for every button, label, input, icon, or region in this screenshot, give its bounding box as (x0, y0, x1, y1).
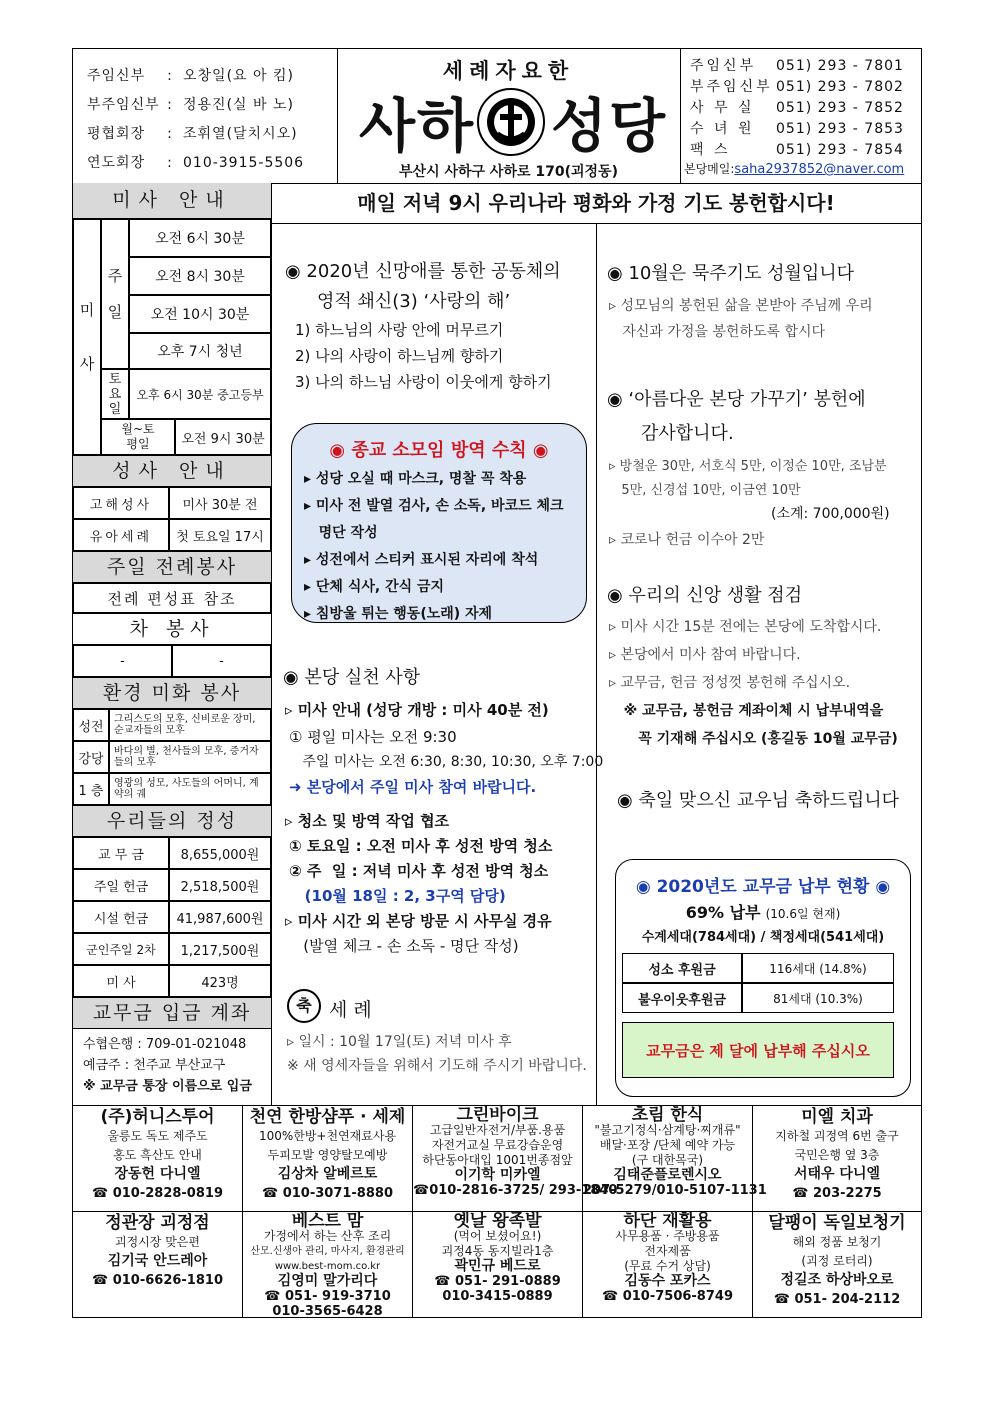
ad-description: 산모.신생아 관리, 마사지, 환경관리 (250, 1246, 405, 1257)
support-value: 116세대 (14.8%) (742, 953, 894, 983)
celebration-icon: 축 (287, 989, 321, 1023)
ad-phone: ☎ 051- 204-2112 (773, 1292, 901, 1307)
ad-description: 해외 정품 보청기 (792, 1235, 882, 1249)
ad-description: 국민은행 옆 3층 (794, 1148, 880, 1162)
ad-description: 홍도 흑산도 안내 (113, 1148, 202, 1162)
offering-amount: 8,655,000원 (169, 837, 271, 869)
offering-label: 교 무 금 (73, 837, 169, 869)
ad-business-name: 정관장 괴정점 (105, 1213, 210, 1233)
patron-subtitle: 세례자요한 (442, 59, 575, 83)
ad-description: 괴정4동 동지빌라1층 (441, 1244, 554, 1258)
ad-card (73, 1212, 243, 1318)
ad-card (753, 1106, 921, 1212)
sidebar (73, 183, 272, 1105)
header-title (337, 49, 681, 183)
saturday-mass-time: 오후 6시 30분 중고등부 (129, 369, 271, 419)
confession-label: 고해성사 (73, 487, 169, 519)
ad-business-name: 베스트 맘 (291, 1211, 364, 1231)
ad-card (413, 1212, 583, 1318)
donation-thanks-title: ◉ ‘아름다운 본당 가꾸기’ 봉헌에 (607, 389, 866, 410)
faith-check-line: ▹ 교무금, 헌금 정성껏 봉헌해 주십시오. (609, 675, 851, 691)
ad-description: 가정에서 하는 산후 조리 (263, 1229, 392, 1243)
ad-description: 자전거교실 무료강습운영 (431, 1138, 564, 1152)
infant-baptism-value: 첫 토요일 17시 (169, 519, 271, 551)
ad-phone: ☎ 203-2275 (792, 1186, 882, 1201)
ad-phone: ☎ 010-2828-0819 (91, 1186, 223, 1201)
ad-phone: ☎ 010-7506-8749 (601, 1289, 733, 1304)
ad-description: 울릉도 독도 제주도 (107, 1129, 208, 1143)
faith-check-line: 꼭 기재해 주십시오 (홍길동 10월 교무금) (609, 731, 898, 747)
rule-item: ▸ 단체 식사, 간식 금지 (304, 579, 445, 595)
practice-line: (발열 체크 - 손 소독 - 명단 작성) (289, 937, 519, 955)
tithe-rate-row (616, 900, 910, 923)
offering-label: 시설 헌금 (73, 901, 169, 933)
rosary-line: ▹ 성모님의 봉헌된 삶을 본받아 주님께 우리 (609, 298, 873, 314)
offering-amount: 1,217,500원 (169, 933, 271, 965)
ad-business-name: 그린바이크 (456, 1105, 539, 1125)
ad-phone: ☎ 051- 291-0889 (434, 1274, 561, 1289)
sunday-label: 주 일 (101, 219, 129, 369)
practice-line: ② 주 일 : 저녁 미사 후 성전 방역 청소 (289, 862, 549, 880)
ad-business-name: (주)허니스투어 (100, 1107, 215, 1127)
practice-line: ▹ 미사 시간 외 본당 방문 시 사무실 경유 (285, 912, 552, 930)
baptism-line: ※ 새 영세자들을 위해서 기도해 주시기 바랍니다. (287, 1058, 587, 1074)
ad-description: 사무용품 · 주방용품 (615, 1229, 720, 1243)
ad-card (753, 1212, 921, 1318)
env-groups: 영광의 성모, 사도들의 어머니, 계약의 궤 (109, 773, 271, 805)
renewal-item: 1) 하느님의 사랑 안에 머무르기 (295, 321, 504, 339)
rule-item: ▸ 성전에서 스티커 표시된 자리에 착석 (304, 552, 539, 568)
tithe-rate: 69% 납부 (685, 903, 761, 922)
ad-card (413, 1105, 618, 1212)
donor-line: 5만, 신경섭 10만, 이금연 10만 (609, 483, 801, 498)
faith-check-line: ▹ 미사 시간 15분 전에는 본당에 도착합시다. (609, 619, 882, 635)
env-service-title: 환경 미화 봉사 (73, 677, 271, 709)
support-value: 81세대 (10.3%) (742, 983, 894, 1013)
mass-label: 미 사 (73, 219, 101, 455)
ad-description: 두피모발 영양탈모예방 (267, 1148, 388, 1162)
ad-owner: 서태우 다니엘 (793, 1166, 881, 1182)
ad-owner: 이기학 미카엘 (454, 1167, 541, 1183)
account-note: ※ 교무금 통장 이름으로 입금 (83, 1079, 252, 1094)
bulletin-page (72, 48, 922, 1318)
support-label: 불우이웃후원금 (622, 983, 742, 1013)
ad-description: www.best-mom.co.kr (274, 1261, 381, 1272)
header-staff (73, 49, 338, 183)
contact-row: 사 무 실 051) 293 - 7852 (690, 100, 904, 116)
ad-phone: ☎010-2816-3725/ 293-1840 (413, 1183, 618, 1198)
sunday-mass-time: 오후 7시 청년 (129, 333, 271, 369)
faith-check-title: ◉ 우리의 신앙 생활 점검 (607, 585, 803, 606)
prayer-banner: 매일 저녁 9시 우리나라 평화와 가정 기도 봉헌합시다! (271, 183, 921, 224)
ad-business-name: 초림 한식 (631, 1105, 704, 1125)
staff-row: 연도회장 : 010-3915-5506 (87, 155, 305, 171)
ad-business-name: 달팽이 독일보청기 (768, 1213, 906, 1233)
ad-owner: 김동수 포카스 (624, 1273, 711, 1289)
staff-row: 주임신부 : 오창일(요 아 킴) (87, 68, 294, 84)
weekday-mass-time: 오전 9시 30분 (175, 419, 271, 455)
ad-card (583, 1212, 753, 1318)
staff-row: 평협회장 : 조휘열(달치시오) (87, 126, 298, 142)
church-name-part2: 성당 (551, 92, 668, 160)
car-service-value: - (73, 645, 172, 677)
account-holder: 예금주 : 천주교 부산교구 (83, 1058, 226, 1073)
ad-phone: 010-3415-0889 (442, 1289, 553, 1304)
corona-donation: ▹ 코로나 헌금 이수아 2만 (609, 532, 765, 548)
env-place: 1 층 (73, 773, 109, 805)
spiritual-renewal-subtitle: 영적 쇄신(3) ‘사랑의 해’ (317, 291, 511, 312)
spiritual-renewal-title: ◉ 2020년 신망애를 통한 공동체의 (285, 261, 561, 282)
env-place: 성전 (73, 709, 109, 741)
rule-item: ▸ 미사 전 발열 검사, 손 소독, 바코드 체크 (304, 498, 564, 514)
offering-label: 군인주일 2차 (73, 933, 169, 965)
practice-line-highlight: ➜ 본당에서 주일 미사 참여 바랍니다. (289, 778, 537, 796)
donation-total: (소계: 700,000원) (771, 506, 890, 522)
practice-line: 주일 미사는 오전 6:30, 8:30, 10:30, 오후 7:00 (289, 754, 604, 770)
sunday-mass-time: 오전 8시 30분 (129, 257, 271, 295)
staff-row: 부주임신부 : 정용진(실 바 노) (87, 97, 294, 113)
ad-description: 배달·포장 /단체 예약 가능 (599, 1138, 736, 1152)
attendance-label: 미 사 (73, 965, 169, 997)
renewal-item: 3) 나의 하느님 사랑이 이웃에게 향하기 (295, 373, 552, 391)
ad-description: 고급일반자전거/부품.용품 (429, 1123, 566, 1137)
church-name-part1: 사하 (359, 92, 476, 160)
ad-phone: ☎ 051- 919-3710 (264, 1289, 391, 1304)
ad-card (73, 1106, 243, 1212)
header (73, 49, 921, 184)
account-title: 교무금 입금 계좌 (73, 997, 271, 1029)
ad-phone: 207-5279/010-5107-1131 (583, 1183, 767, 1198)
practice-line: ① 평일 미사는 오전 9:30 (289, 728, 457, 746)
confession-value: 미사 30분 전 (169, 487, 271, 519)
ad-business-name: 하단 재활용 (623, 1211, 712, 1231)
quarantine-rules-title: ◉ 종교 소모임 방역 수칙 ◉ (329, 440, 549, 461)
column-divider (596, 223, 597, 1105)
faith-check-line: ▹ 본당에서 미사 참여 바랍니다. (609, 647, 801, 663)
ad-description: 전자제품 (644, 1244, 691, 1258)
rule-item: 명단 작성 (304, 525, 378, 541)
tithe-reminder: 교무금은 제 달에 납부해 주십시오 (622, 1022, 894, 1078)
tithe-rate-note: (10.6일 현재) (765, 907, 841, 921)
practice-line-highlight: (10월 18일 : 2, 3구역 담당) (289, 887, 506, 905)
ad-description: (먹어 보셨어요!) (453, 1229, 542, 1243)
liturgy-title: 주일 전례봉사 (73, 551, 271, 583)
ads-section (73, 1105, 921, 1318)
baptism-line: ▹ 일시 : 10월 17일(토) 저녁 미사 후 (287, 1034, 512, 1050)
ad-card (583, 1105, 767, 1212)
mass-guide-title: 미사 안내 (73, 183, 271, 219)
donation-thanks-subtitle: 감사합니다. (641, 423, 734, 444)
ad-phone: ☎ 010-6626-1810 (91, 1273, 223, 1288)
liturgy-value: 전례 편성표 참조 (73, 583, 271, 613)
sunday-mass-time: 오전 10시 30분 (129, 295, 271, 333)
ad-phone: ☎ 010-3071-8880 (261, 1186, 393, 1201)
ad-description: (괴정 로터리) (801, 1254, 873, 1268)
ad-description: (무료 수거 상담) (624, 1259, 711, 1273)
car-service-title: 차 봉사 (73, 613, 271, 645)
practice-line: ▹ 청소 및 방역 작업 협조 (285, 812, 450, 830)
ad-business-name: 옛날 왕족발 (453, 1211, 542, 1231)
practice-title: ◉ 본당 실천 사항 (283, 667, 421, 688)
ad-card (243, 1106, 413, 1212)
rosary-month-title: ◉ 10월은 묵주기도 성월입니다 (607, 263, 855, 284)
baptism-title: 세 례 (329, 999, 372, 1021)
faith-check-line: ※ 교무금, 봉헌금 계좌이체 시 납부내역을 (609, 703, 884, 719)
weekday-label: 월~토 평일 (101, 419, 175, 455)
tithe-status-box (615, 859, 911, 1097)
quarantine-rules-box (291, 423, 587, 623)
ad-description: "불고기정식·삼계탕·찌개류" (594, 1123, 741, 1137)
offering-label: 주일 헌금 (73, 869, 169, 901)
tithe-households: 수계세대(784세대) / 책정세대(541세대) (641, 930, 885, 945)
sacrament-title: 성사 안내 (73, 455, 271, 487)
ad-card (243, 1212, 413, 1318)
contact-row: 수 녀 원 051) 293 - 7853 (690, 121, 904, 137)
practice-line: ▹ 미사 안내 (성당 개방 : 미사 40분 전) (285, 701, 549, 719)
ad-owner: 김상차 알베르토 (277, 1166, 378, 1182)
email-link[interactable]: saha2937852@naver.com (734, 162, 905, 177)
contact-row: 팩 스 051) 293 - 7854 (690, 142, 904, 158)
ad-description: 지하철 괴정역 6번 출구 (775, 1129, 899, 1143)
ad-business-name: 천연 한방샴푸 · 세제 (249, 1107, 406, 1127)
ad-owner: 김영미 말가리다 (277, 1273, 378, 1289)
ad-owner: 곽민규 베드로 (454, 1258, 541, 1274)
practice-line: ① 토요일 : 오전 미사 후 성전 방역 청소 (289, 837, 553, 855)
ad-owner: 정길조 하상바오로 (780, 1272, 894, 1288)
offering-amount: 41,987,600원 (169, 901, 271, 933)
attendance-value: 423명 (169, 965, 271, 997)
ad-business-name: 미엘 치과 (801, 1107, 873, 1127)
env-groups: 그리스도의 모후, 신비로운 장미, 순교자들의 모후 (109, 709, 271, 741)
infant-baptism-label: 유아세례 (73, 519, 169, 551)
account-bank: 수협은행 : 709-01-021048 (83, 1037, 247, 1052)
sunday-mass-time: 오전 6시 30분 (129, 219, 271, 257)
env-place: 강당 (73, 741, 109, 773)
rule-item: ▸ 침방울 튀는 행동(노래) 자제 (304, 606, 493, 622)
ad-owner: 김태준플로렌시오 (613, 1167, 722, 1183)
email-row: 본당메일:saha2937852@naver.com (684, 162, 905, 177)
contact-row: 주임신부 051) 293 - 7801 (690, 58, 904, 74)
ad-description: (구 대한목국) (631, 1153, 704, 1167)
offering-amount: 2,518,500원 (169, 869, 271, 901)
church-seal-logo (476, 87, 546, 157)
ad-description: 100%한방+천연재료사용 (258, 1129, 397, 1143)
tithe-status-title: ◉ 2020년도 교무금 납부 현황 ◉ (635, 877, 891, 897)
rosary-line: 자신과 가정을 봉헌하도록 합시다 (609, 324, 826, 340)
env-groups: 바다의 별, 천사들의 모후, 증거자들의 모후 (109, 741, 271, 773)
feastday-title: ◉ 축일 맞으신 교우님 축하드립니다 (617, 790, 900, 811)
offering-title: 우리들의 정성 (73, 805, 271, 837)
contact-row: 부주임신부 051) 293 - 7802 (690, 79, 904, 95)
donor-line: ▹ 방철운 30만, 서호식 5만, 이정순 10만, 조남분 (609, 459, 887, 474)
renewal-item: 2) 나의 사랑이 하느님께 향하기 (295, 347, 504, 365)
rule-item: ▸ 성당 오실 때 마스크, 명찰 꼭 착용 (304, 471, 527, 487)
church-address: 부산시 사하구 사하로 170(괴정동) (399, 164, 618, 180)
saturday-label: 토 요 일 (101, 369, 129, 419)
support-label: 성소 후원금 (622, 953, 742, 983)
ad-description: 괴정시장 맞은편 (115, 1235, 200, 1249)
header-contacts (680, 49, 921, 183)
ad-phone: 010-3565-6428 (272, 1304, 383, 1319)
ad-owner: 장동헌 다니엘 (114, 1166, 201, 1182)
car-service-value: - (172, 645, 271, 677)
ad-owner: 김기국 안드레아 (107, 1253, 208, 1269)
ad-description: 하단동아대입 1001번종점앞 (422, 1153, 573, 1167)
